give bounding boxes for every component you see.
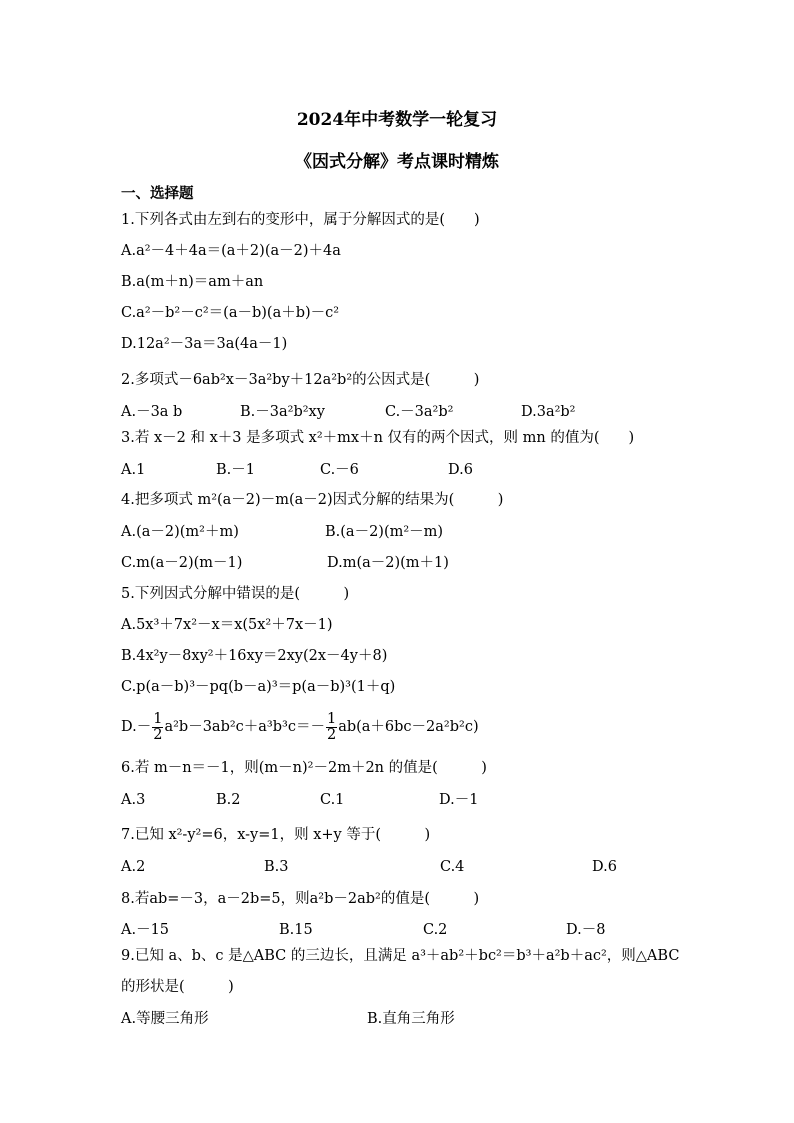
- question-2-option-d: D.3a²b²: [521, 404, 576, 420]
- question-3-options: [121, 460, 721, 480]
- question-4-options-row1: [121, 522, 721, 542]
- fraction-one-half: [152, 712, 163, 743]
- question-4-options-row2: [121, 553, 721, 573]
- question-9-option-b: B.直角三角形: [367, 1011, 455, 1027]
- question-1-option-d: D.12a²－3a＝3a(4a－1): [121, 336, 288, 352]
- question-2-option-b: B.－3a²b²xy: [240, 404, 325, 420]
- fraction-one-half-2: [326, 712, 337, 743]
- question-9-option-a: A.等腰三角形: [121, 1011, 209, 1027]
- question-4-option-c: C.m(a－2)(m－1): [121, 555, 243, 571]
- question-9-options: [121, 1009, 721, 1029]
- page-subtitle: 《因式分解》考点课时精炼: [295, 152, 499, 172]
- question-9-stem: 9.已知 a、b、c 是△ABC 的三边长，且满足 a³＋ab²＋bc²＝b³＋a²b＋ac²，则△ABC: [121, 948, 680, 964]
- question-2-option-c: C.－3a²b²: [385, 404, 454, 420]
- question-8-option-b: B.15: [279, 922, 313, 938]
- question-5-option-a: A.5x³＋7x²－x＝x(5x²＋7x－1): [121, 617, 333, 633]
- option-d-prefix: D.－: [121, 719, 152, 735]
- question-8-option-c: C.2: [423, 922, 448, 938]
- question-1-option-b: B.a(m＋n)＝am＋an: [121, 274, 264, 290]
- question-5-stem: 5.下列因式分解中错误的是( ): [121, 586, 350, 602]
- question-7-option-c: C.4: [440, 859, 465, 875]
- question-3-stem: 3.若 x－2 和 x＋3 是多项式 x²＋mx＋n 仅有的两个因式，则 mn 的值为( ): [121, 430, 635, 446]
- question-6-option-d: D.－1: [439, 792, 479, 808]
- question-2-option-a: A.－3a b: [121, 404, 183, 420]
- question-2-stem: 2.多项式－6ab²x－3a²by＋12a²b²的公因式是( ): [121, 372, 480, 388]
- question-7-stem: 7.已知 x²-y²=6，x-y=1，则 x+y 等于( ): [121, 827, 431, 843]
- question-8-options: [121, 920, 721, 940]
- page-title: 2024年中考数学一轮复习: [296, 110, 498, 130]
- question-9-stem-continued: 的形状是( ): [121, 979, 234, 995]
- question-1-option-a: A.a²－4＋4a＝(a＋2)(a－2)＋4a: [121, 243, 341, 259]
- question-7-options: [121, 857, 721, 877]
- question-4-stem: 4.把多项式 m²(a－2)－m(a－2)因式分解的结果为( ): [121, 492, 504, 508]
- question-1-option-c: C.a²－b²－c²＝(a－b)(a＋b)－c²: [121, 305, 340, 321]
- option-d-middle: a²b－3ab²c＋a³b³c＝－: [164, 719, 325, 735]
- fraction-denominator: 2: [153, 726, 163, 743]
- question-8-option-a: A.－15: [121, 922, 170, 938]
- question-5-option-b: B.4x²y－8xy²＋16xy＝2xy(2x－4y＋8): [121, 648, 388, 664]
- question-3-option-c: C.－6: [320, 462, 359, 478]
- question-7-option-a: A.2: [121, 859, 146, 875]
- question-7-option-d: D.6: [592, 859, 617, 875]
- question-6-option-b: B.2: [216, 792, 241, 808]
- question-8-stem: 8.若ab=－3，a－2b=5，则a²b－2ab²的值是( ): [121, 891, 480, 907]
- option-d-suffix: ab(a＋6bc－2a²b²c): [338, 719, 479, 735]
- section-heading: 一、选择题: [121, 185, 194, 202]
- fraction-denominator-2: 2: [326, 726, 337, 743]
- question-5-option-d: [121, 709, 479, 745]
- question-2-options: [121, 402, 721, 422]
- question-4-option-b: B.(a－2)(m²－m): [325, 524, 444, 540]
- question-5-option-c: C.p(a－b)³－pq(b－a)³＝p(a－b)³(1＋q): [121, 679, 396, 695]
- question-3-option-d: D.6: [448, 462, 473, 478]
- fraction-numerator: 1: [153, 710, 163, 727]
- question-4-option-d: D.m(a－2)(m＋1): [327, 555, 449, 571]
- question-4-option-a: A.(a－2)(m²＋m): [121, 524, 239, 540]
- question-7-option-b: B.3: [264, 859, 289, 875]
- question-6-option-a: A.3: [121, 792, 146, 808]
- question-6-option-c: C.1: [320, 792, 345, 808]
- question-3-option-a: A.1: [121, 462, 146, 478]
- question-3-option-b: B.－1: [216, 462, 255, 478]
- question-1-stem: 1.下列各式由左到右的变形中，属于分解因式的是( ): [121, 212, 480, 228]
- question-6-options: [121, 790, 721, 810]
- fraction-numerator-2: 1: [326, 710, 337, 727]
- question-8-option-d: D.－8: [566, 922, 606, 938]
- question-6-stem: 6.若 m－n＝－1，则(m－n)²－2m＋2n 的值是( ): [121, 760, 487, 776]
